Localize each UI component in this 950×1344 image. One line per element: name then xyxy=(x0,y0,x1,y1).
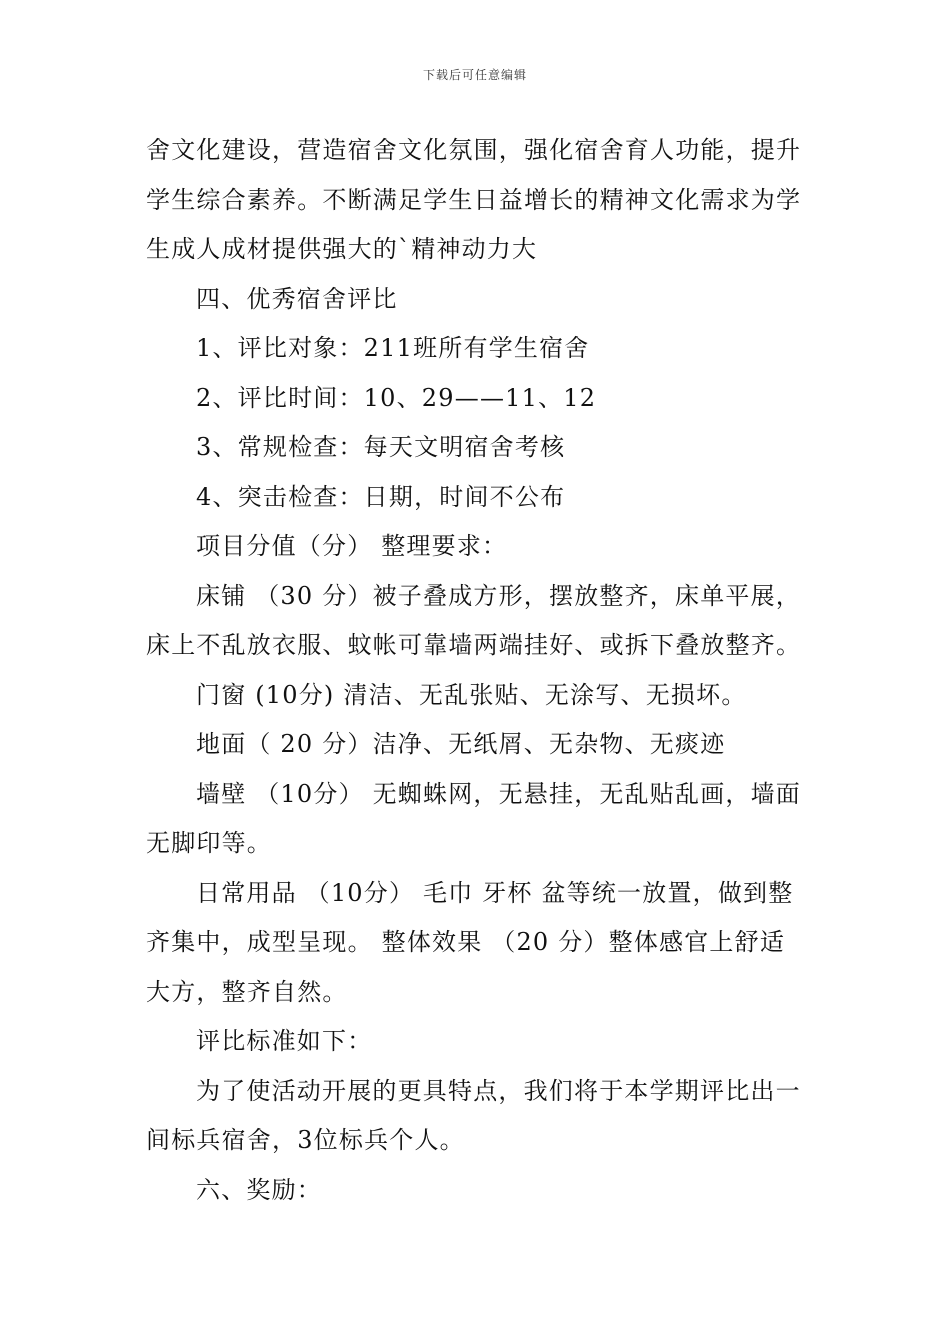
page-header: 下载后可任意编辑 xyxy=(422,68,527,82)
paragraph-intro: 舍文化建设，营造宿舍文化氛围，强化宿舍育人功能，提升学生综合素养。不断满足学生日益增长的精神文化需求为学生成人成材提供强大的`精神动力大 xyxy=(146,136,802,263)
criteria-bed: 床铺 （30 分）被子叠成方形，摆放整齐，床单平展，床上不乱放衣服、蚊帐可靠墙两端挂好、或拆下叠放整齐。 xyxy=(146,581,802,659)
criteria-doors-windows: 门窗 (10分) 清洁、无乱张贴、无涂写、无损坏。 xyxy=(196,680,747,709)
document-body xyxy=(146,126,810,1215)
criteria-header: 项目分值（分） 整理要求： xyxy=(196,532,508,560)
criteria-daily-items: 日常用品 （10分） 毛巾 牙杯 盆等统一放置，做到整齐集中，成型呈现。 整体效果 （20 分）整体感官上舒适大方，整齐自然。 xyxy=(146,878,794,1006)
paragraph-awards-plan: 为了使活动开展的更具特点，我们将于本学期评比出一间标兵宿舍，3位标兵个人。 xyxy=(146,1076,801,1154)
list-item-target: 1、评比对象：211班所有学生宿舍 xyxy=(196,334,590,362)
list-item-spot-check: 4、突击检查：日期，时间不公布 xyxy=(196,482,566,511)
criteria-walls: 墙壁 （10分） 无蜘蛛网，无悬挂，无乱贴乱画，墙面无脚印等。 xyxy=(146,779,801,857)
section-heading-evaluation: 四、优秀宿舍评比 xyxy=(196,284,398,313)
section-heading-rewards: 六、奖励： xyxy=(196,1175,322,1204)
list-item-time: 2、评比时间：10、29——11、12 xyxy=(196,383,597,412)
list-item-routine-check: 3、常规检查：每天文明宿舍考核 xyxy=(196,433,566,461)
standards-heading: 评比标准如下： xyxy=(196,1027,373,1055)
criteria-floor: 地面（ 20 分）洁净、无纸屑、无杂物、无痰迹 xyxy=(196,730,726,758)
